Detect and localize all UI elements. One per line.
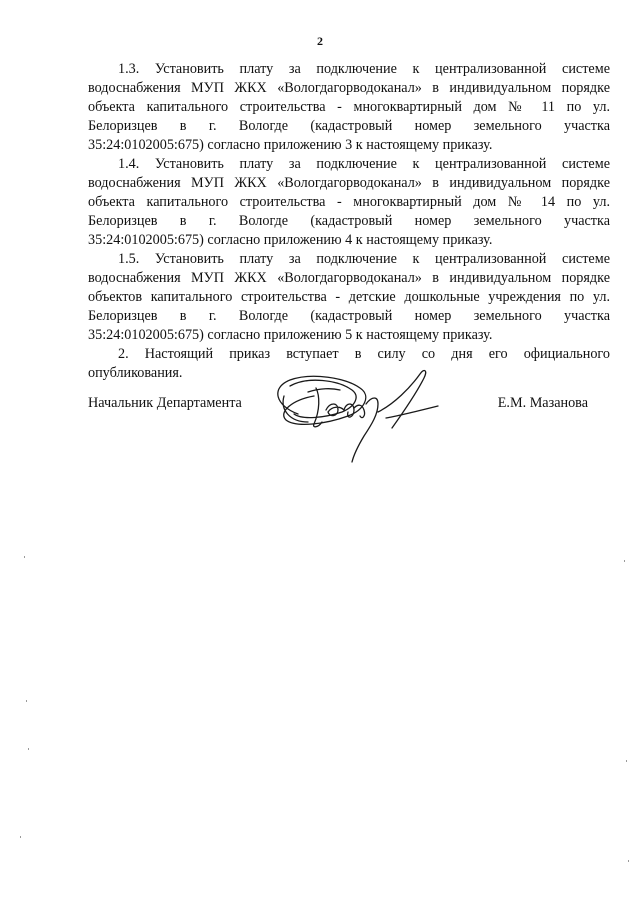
- scan-speck: [24, 556, 25, 558]
- paragraph-line: объекта капитального строительства - многоквартирный дом № 11 по ул.: [88, 99, 610, 115]
- paragraph-line: 1.3. Установить плату за подключение к централизованной системе: [118, 61, 610, 77]
- paragraph-line: водоснабжения МУП ЖКХ «Вологдагорводоканал» в индивидуальном порядке: [88, 270, 610, 286]
- scan-speck: [628, 860, 629, 862]
- paragraph-line: 35:24:0102005:675) согласно приложению 4 к настоящему приказу.: [88, 232, 493, 248]
- scan-speck: [624, 560, 625, 562]
- paragraph-line: Белоризцев в г. Вологде (кадастровый номер земельного участка: [88, 308, 610, 324]
- page-number: 2: [317, 34, 323, 48]
- scan-speck: [26, 700, 27, 702]
- paragraph-line: 35:24:0102005:675) согласно приложению 3 к настоящему приказу.: [88, 137, 493, 153]
- paragraph-line: объектов капитального строительства - детские дошкольные учреждения по ул.: [88, 289, 610, 305]
- paragraph-line: водоснабжения МУП ЖКХ «Вологдагорводоканал» в индивидуальном порядке: [88, 80, 610, 96]
- paragraph-line: 1.5. Установить плату за подключение к централизованной системе: [118, 251, 610, 267]
- handwritten-signature: [268, 366, 468, 466]
- position-title: Начальник Департамента: [88, 395, 242, 411]
- scan-speck: [626, 760, 627, 762]
- paragraph-line: 2. Настоящий приказ вступает в силу со дня его официального: [118, 346, 610, 362]
- paragraph-1-5: [88, 250, 610, 345]
- paragraph-line: водоснабжения МУП ЖКХ «Вологдагорводоканал» в индивидуальном порядке: [88, 175, 610, 191]
- paragraph-line: объекта капитального строительства - многоквартирный дом № 14 по ул.: [88, 194, 610, 210]
- paragraph-line: опубликования.: [88, 365, 183, 381]
- paragraph-line: 1.4. Установить плату за подключение к централизованной системе: [118, 156, 610, 172]
- paragraph-1-4: [88, 155, 610, 250]
- scan-speck: [20, 836, 21, 838]
- paragraph-line: Белоризцев в г. Вологде (кадастровый номер земельного участка: [88, 118, 610, 134]
- document-body: [88, 60, 610, 383]
- scan-speck: [28, 748, 29, 750]
- signer-name: Е.М. Мазанова: [497, 395, 588, 411]
- paragraph-1-3: [88, 60, 610, 155]
- paragraph-line: 35:24:0102005:675) согласно приложению 5 к настоящему приказу.: [88, 327, 493, 343]
- paragraph-line: Белоризцев в г. Вологде (кадастровый номер земельного участка: [88, 213, 610, 229]
